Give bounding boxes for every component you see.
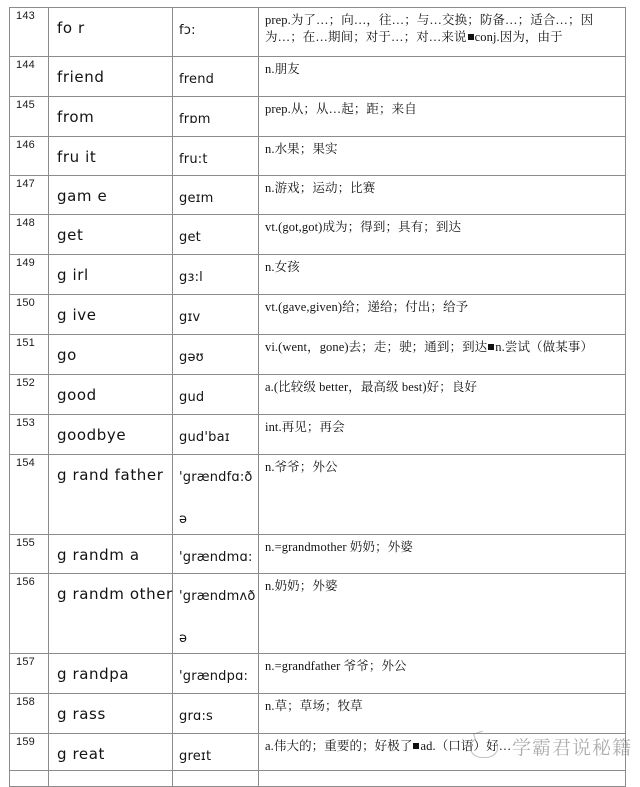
word-cell[interactable] (49, 654, 173, 694)
phonetic-text (173, 176, 258, 207)
phonetic-cell (173, 97, 259, 137)
table-row[interactable] (10, 137, 626, 176)
definition-text (259, 97, 625, 118)
phonetic-text (173, 215, 258, 246)
definition-segment: n.水果；果实 (265, 142, 338, 156)
phonetic-cell (173, 8, 259, 57)
word-cell[interactable] (49, 137, 173, 176)
phonetic-main: grɑ:s (179, 709, 214, 724)
phonetic-main: 'grændmɑ: (179, 550, 253, 565)
definition-cell (259, 295, 626, 335)
row-number: 157 (16, 656, 35, 668)
definition-segment: n.游戏；运动；比赛 (265, 181, 376, 195)
definition-text (259, 455, 625, 476)
phonetic-main: geɪm (179, 191, 214, 206)
word-cell[interactable] (49, 57, 173, 97)
phonetic-cell (173, 295, 259, 335)
row-number-cell (10, 137, 49, 176)
word-text: g irl (57, 266, 89, 284)
row-number: 159 (16, 736, 35, 748)
row-number-cell (10, 8, 49, 57)
definition-text (259, 176, 625, 197)
row-number: 156 (16, 576, 35, 588)
table-row[interactable] (10, 215, 626, 255)
phonetic-cell (173, 215, 259, 255)
word-cell[interactable] (49, 535, 173, 574)
definition-cell (259, 734, 626, 771)
phonetic-text (173, 455, 258, 528)
table-row[interactable] (10, 415, 626, 455)
table-row[interactable] (10, 295, 626, 335)
word-cell[interactable] (49, 8, 173, 57)
row-number-cell (10, 694, 49, 734)
word-text (49, 771, 172, 783)
row-number: 146 (16, 139, 35, 151)
word-cell[interactable] (49, 455, 173, 535)
definition-segment: int.再见；再会 (265, 420, 345, 434)
definition-text (259, 335, 625, 356)
row-number: 150 (16, 297, 35, 309)
phonetic-text (173, 694, 258, 725)
phonetic-text (173, 335, 258, 366)
sense-separator-icon (468, 34, 474, 40)
row-number (10, 771, 48, 773)
definition-text (259, 295, 625, 316)
phonetic-cell (173, 535, 259, 574)
row-number-cell (10, 574, 49, 654)
table-row[interactable] (10, 57, 626, 97)
phonetic-main: frɒm (179, 112, 211, 127)
word-text: fru it (57, 148, 97, 166)
phonetic-cell (173, 255, 259, 295)
row-number-cell (10, 654, 49, 694)
row-number: 143 (16, 10, 35, 22)
table-row[interactable] (10, 734, 626, 771)
row-number-cell (10, 455, 49, 535)
word-cell[interactable] (49, 176, 173, 215)
definition-cell (259, 215, 626, 255)
definition-text (259, 535, 625, 556)
definition-cell (259, 255, 626, 295)
definition-text (259, 574, 625, 595)
row-number: 144 (16, 59, 35, 71)
row-number-cell (10, 176, 49, 215)
word-text: g rass (57, 705, 106, 723)
word-text: g reat (57, 745, 106, 763)
table-row[interactable] (10, 176, 626, 215)
word-text: g ive (57, 306, 97, 324)
word-text: g rand father (57, 466, 164, 484)
word-cell[interactable] (49, 295, 173, 335)
definition-cell (259, 375, 626, 415)
table-row[interactable] (10, 375, 626, 415)
row-number: 153 (16, 417, 35, 429)
phonetic-text (173, 97, 258, 128)
word-cell[interactable] (49, 771, 173, 787)
definition-text (259, 771, 625, 775)
definition-segment: prep.为了…；向…，往…；与…交换；防备…；适合…；因为…；在…期间；对于…；对…来说 (265, 13, 594, 44)
table-row[interactable] (10, 455, 626, 535)
table-row[interactable] (10, 335, 626, 375)
word-cell[interactable] (49, 255, 173, 295)
table-row[interactable] (10, 654, 626, 694)
phonetic-text (173, 771, 258, 786)
definition-segment: n.女孩 (265, 260, 300, 274)
word-cell[interactable] (49, 415, 173, 455)
phonetic-main: gud (179, 390, 205, 405)
definition-segment: n.=grandmother 奶奶；外婆 (265, 540, 413, 554)
phonetic-text (173, 535, 258, 566)
word-cell[interactable] (49, 375, 173, 415)
sense-separator-icon (413, 743, 419, 749)
table-row[interactable] (10, 771, 626, 787)
word-text: g randpa (57, 665, 130, 683)
phonetic-text (173, 375, 258, 406)
definition-cell (259, 97, 626, 137)
definition-cell (259, 574, 626, 654)
definition-segment: a.伟大的；重要的；好极了 (265, 739, 413, 753)
phonetic-cell (173, 415, 259, 455)
phonetic-text (173, 654, 258, 685)
row-number: 145 (16, 99, 35, 111)
word-cell[interactable] (49, 97, 173, 137)
definition-text (259, 694, 625, 715)
phonetic-cell (173, 771, 259, 787)
phonetic-main: get (179, 230, 201, 245)
phonetic-text (173, 137, 258, 168)
word-text: fo r (57, 19, 85, 37)
row-number-cell (10, 215, 49, 255)
phonetic-cell (173, 375, 259, 415)
table-row[interactable] (10, 97, 626, 137)
phonetic-text (173, 8, 258, 39)
definition-text (259, 375, 625, 396)
table-row[interactable] (10, 255, 626, 295)
phonetic-continuation: ə (179, 512, 188, 527)
row-number-cell (10, 375, 49, 415)
word-cell[interactable] (49, 215, 173, 255)
vocabulary-table-body (10, 8, 626, 787)
word-text: from (57, 108, 95, 126)
vocabulary-table (9, 7, 626, 787)
row-number: 155 (16, 537, 35, 549)
row-number-cell (10, 415, 49, 455)
definition-segment: conj.因为，由于 (474, 30, 563, 44)
row-number-cell (10, 335, 49, 375)
watermark-text: 学霸君说秘籍 (511, 737, 632, 759)
phonetic-text (173, 295, 258, 326)
word-text: good (57, 386, 97, 404)
phonetic-cell (173, 574, 259, 654)
definition-cell (259, 415, 626, 455)
phonetic-cell (173, 57, 259, 97)
row-number: 154 (16, 457, 35, 469)
definition-cell (259, 771, 626, 787)
definition-cell (259, 176, 626, 215)
table-row[interactable] (10, 694, 626, 734)
word-text: goodbye (57, 426, 127, 444)
definition-segment: vi.(went，gone)去；走；驶；通到；到达 (265, 340, 488, 354)
phonetic-cell (173, 734, 259, 771)
phonetic-main: gɜ:l (179, 270, 203, 285)
row-number: 158 (16, 696, 35, 708)
phonetic-main: gəʊ (179, 350, 204, 365)
word-cell[interactable] (49, 574, 173, 654)
phonetic-main: greɪt (179, 749, 212, 764)
phonetic-text (173, 734, 258, 765)
definition-segment: n.=grandfather 爷爷；外公 (265, 659, 407, 673)
phonetic-cell (173, 137, 259, 176)
word-text: get (57, 226, 84, 244)
definition-text (259, 8, 625, 46)
definition-cell (259, 137, 626, 176)
word-cell[interactable] (49, 335, 173, 375)
phonetic-main: 'grændmʌð (179, 589, 256, 604)
table-row[interactable] (10, 574, 626, 654)
word-text: go (57, 346, 77, 364)
word-text: gam e (57, 187, 108, 205)
phonetic-main: fru:t (179, 152, 208, 167)
definition-segment: n.奶奶；外婆 (265, 579, 338, 593)
definition-segment: prep.从；从…起；距；来自 (265, 102, 417, 116)
phonetic-cell (173, 455, 259, 535)
row-number-cell (10, 57, 49, 97)
definition-cell (259, 8, 626, 57)
phonetic-main: gɪv (179, 310, 201, 325)
phonetic-text (173, 57, 258, 88)
definition-segment: n.尝试（做某事） (495, 340, 594, 354)
word-text: g randm a (57, 546, 140, 564)
definition-cell (259, 694, 626, 734)
definition-text (259, 415, 625, 436)
table-row[interactable] (10, 8, 626, 57)
sense-separator-icon (488, 344, 494, 350)
row-number: 147 (16, 178, 35, 190)
word-text: g randm other (57, 585, 173, 603)
word-cell[interactable] (49, 734, 173, 771)
phonetic-cell (173, 654, 259, 694)
definition-segment: n.草；草场；牧草 (265, 699, 363, 713)
phonetic-text (173, 415, 258, 446)
row-number-cell (10, 97, 49, 137)
phonetic-cell (173, 694, 259, 734)
definition-segment: n.爷爷；外公 (265, 460, 338, 474)
definition-segment: vt.(gave,given)给；递给；付出；给予 (265, 300, 469, 314)
definition-segment: a.(比较级 better，最高级 best)好；良好 (265, 380, 478, 394)
row-number-cell (10, 734, 49, 771)
definition-text (259, 57, 625, 78)
row-number-cell (10, 295, 49, 335)
phonetic-main: fɔ: (179, 23, 196, 38)
phonetic-continuation: ə (179, 631, 188, 646)
definition-cell (259, 654, 626, 694)
definition-segment: n.朋友 (265, 62, 300, 76)
definition-cell (259, 57, 626, 97)
definition-text (259, 255, 625, 276)
definition-segment: vt.(got,got)成为；得到；具有；到达 (265, 220, 462, 234)
phonetic-text (173, 255, 258, 286)
phonetic-text (173, 574, 258, 647)
word-text: friend (57, 68, 105, 86)
definition-cell (259, 455, 626, 535)
definition-text (259, 734, 625, 755)
row-number-cell (10, 535, 49, 574)
row-number: 152 (16, 377, 35, 389)
phonetic-main: frend (179, 72, 215, 87)
row-number-cell (10, 771, 49, 787)
row-number: 151 (16, 337, 35, 349)
phonetic-cell (173, 176, 259, 215)
phonetic-main: 'grændfɑ:ð (179, 470, 253, 485)
definition-text (259, 137, 625, 158)
definition-text (259, 215, 625, 236)
word-cell[interactable] (49, 694, 173, 734)
definition-cell (259, 335, 626, 375)
row-number: 149 (16, 257, 35, 269)
row-number: 148 (16, 217, 35, 229)
phonetic-main: gud'baɪ (179, 430, 230, 445)
row-number-cell (10, 255, 49, 295)
definition-cell (259, 535, 626, 574)
definition-segment: ad.（口语）好… (420, 739, 512, 753)
table-row[interactable] (10, 535, 626, 574)
phonetic-main: 'grændpɑ: (179, 669, 249, 684)
definition-text (259, 654, 625, 675)
phonetic-cell (173, 335, 259, 375)
